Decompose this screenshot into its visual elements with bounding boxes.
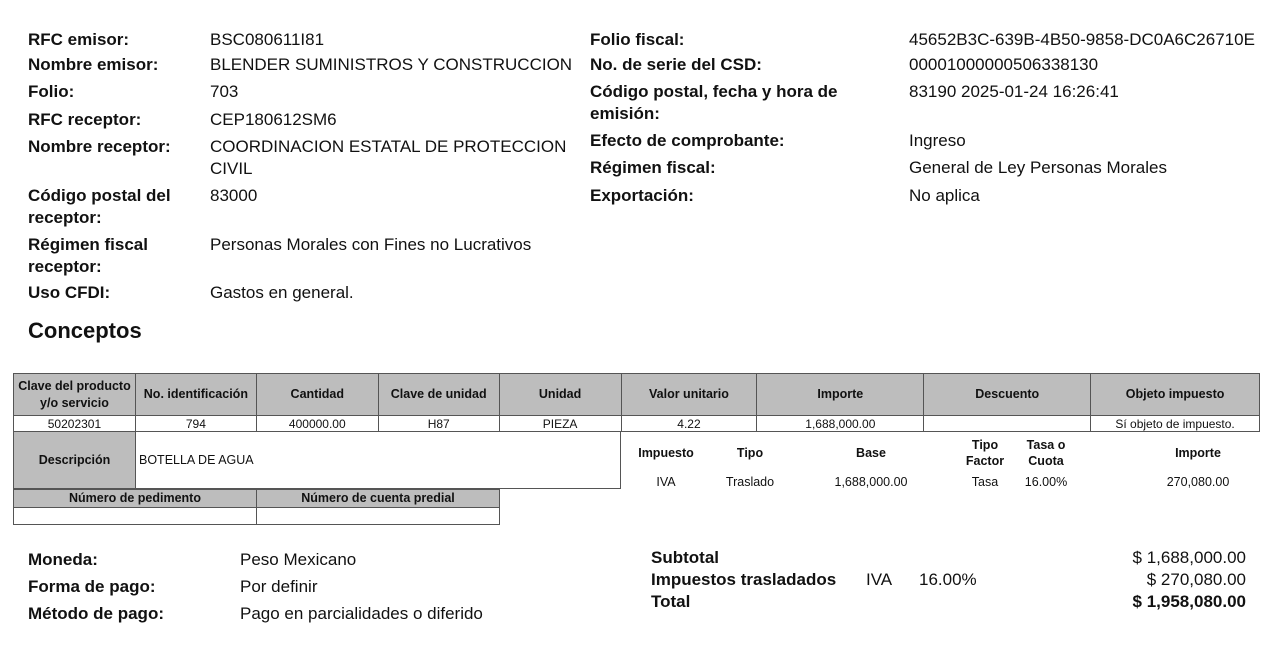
cell-clave-unidad: H87 xyxy=(378,416,499,432)
cell-valor-unitario: 4.22 xyxy=(621,416,757,432)
cp-fecha-label: Código postal, fecha y hora de emisión: xyxy=(590,82,838,123)
descripcion-label: Descripción xyxy=(14,432,136,488)
tax-header-tipo: Tipo xyxy=(736,446,764,460)
impuestos-value: $ 270,080.00 xyxy=(1146,570,1246,589)
tax-base: 1,688,000.00 xyxy=(834,475,908,489)
subtotal-value: $ 1,688,000.00 xyxy=(1132,548,1246,567)
cuenta-predial-cell xyxy=(256,489,500,525)
folio-fiscal-value: 45652B3C-639B-4B50-9858-DC0A6C26710E xyxy=(909,30,1255,49)
tax-header-impuesto: Impuesto xyxy=(638,446,694,460)
pedimento-box xyxy=(13,489,500,525)
total-value: $ 1,958,080.00 xyxy=(1132,592,1246,611)
nombre-emisor-label: Nombre emisor: xyxy=(28,55,159,74)
tax-header-tasa: Tasa o Cuota xyxy=(1026,438,1066,468)
pedimento-value xyxy=(14,508,256,525)
pedimento-label: Número de pedimento xyxy=(14,490,256,508)
tax-header-base: Base xyxy=(856,446,886,460)
conceptos-table xyxy=(13,373,1260,432)
impuestos-label: Impuestos trasladados xyxy=(651,570,837,589)
cell-objeto-impuesto: Sí objeto de impuesto. xyxy=(1091,416,1260,432)
col-cantidad: Cantidad xyxy=(256,374,378,416)
pedimento-cell xyxy=(13,489,257,525)
cell-cantidad: 400000.00 xyxy=(256,416,378,432)
col-descuento: Descuento xyxy=(924,374,1091,416)
moneda-label: Moneda: xyxy=(28,550,98,569)
tax-header-tipo-factor: Tipo Factor xyxy=(965,438,1005,468)
efecto-value: Ingreso xyxy=(909,131,966,150)
folio-fiscal-label: Folio fiscal: xyxy=(590,30,685,49)
cell-clave-producto: 50202301 xyxy=(14,416,136,432)
rfc-emisor-value: BSC080611I81 xyxy=(210,30,325,49)
tax-tasa: 16.00% xyxy=(1024,475,1068,489)
impuestos-tipo: IVA xyxy=(866,570,893,589)
cp-fecha-value: 83190 2025-01-24 16:26:41 xyxy=(909,82,1119,101)
subtotal-label: Subtotal xyxy=(651,548,719,567)
folio-value: 703 xyxy=(210,82,239,101)
conceptos-title: Conceptos xyxy=(28,318,142,343)
nombre-emisor-value: BLENDER SUMINISTROS Y CONSTRUCCION xyxy=(210,55,573,74)
cell-unidad: PIEZA xyxy=(499,416,621,432)
rfc-receptor-label: RFC receptor: xyxy=(28,110,142,129)
metodo-pago-label: Método de pago: xyxy=(28,604,164,623)
table-row xyxy=(14,416,1260,432)
col-objeto-impuesto: Objeto impuesto xyxy=(1091,374,1260,416)
uso-cfdi-value: Gastos en general. xyxy=(210,283,354,302)
col-clave-unidad: Clave de unidad xyxy=(378,374,499,416)
tax-tipo: Traslado xyxy=(725,475,775,489)
regimen-fiscal-label: Régimen fiscal: xyxy=(590,158,716,177)
cell-no-identificacion: 794 xyxy=(135,416,256,432)
regimen-fiscal-value: General de Ley Personas Morales xyxy=(909,158,1167,177)
comprobante-info xyxy=(590,29,1270,219)
folio-label: Folio: xyxy=(28,82,75,101)
cp-receptor-label: Código postal del receptor: xyxy=(28,186,171,227)
nombre-receptor-value: COORDINACION ESTATAL DE PROTECCION CIVIL xyxy=(210,137,567,178)
exportacion-value: No aplica xyxy=(909,186,980,205)
forma-pago-value: Por definir xyxy=(240,577,318,596)
regimen-receptor-label: Régimen fiscal receptor: xyxy=(28,235,148,276)
cuenta-predial-label: Número de cuenta predial xyxy=(257,490,499,508)
tax-importe: 270,080.00 xyxy=(1166,475,1230,489)
tax-impuesto: IVA xyxy=(656,475,676,489)
emisor-info xyxy=(28,29,588,309)
conceptos-header-row xyxy=(14,374,1260,416)
serie-csd-label: No. de serie del CSD: xyxy=(590,55,762,74)
nombre-receptor-label: Nombre receptor: xyxy=(28,137,171,156)
forma-pago-label: Forma de pago: xyxy=(28,577,156,596)
impuestos-tasa: 16.00% xyxy=(919,570,977,589)
regimen-receptor-value: Personas Morales con Fines no Lucrativos xyxy=(210,235,532,254)
cp-receptor-value: 83000 xyxy=(210,186,258,205)
tax-tipo-factor: Tasa xyxy=(971,475,999,489)
efecto-label: Efecto de comprobante: xyxy=(590,131,785,150)
col-no-identificacion: No. identificación xyxy=(135,374,256,416)
col-importe: Importe xyxy=(757,374,924,416)
col-valor-unitario: Valor unitario xyxy=(621,374,757,416)
cuenta-predial-value xyxy=(257,508,499,525)
descripcion-box xyxy=(13,431,621,489)
metodo-pago-value: Pago en parcialidades o diferido xyxy=(240,604,483,623)
total-label: Total xyxy=(651,592,691,611)
descripcion-value: BOTELLA DE AGUA xyxy=(139,453,254,467)
col-unidad: Unidad xyxy=(499,374,621,416)
rfc-emisor-label: RFC emisor: xyxy=(28,30,130,49)
exportacion-label: Exportación: xyxy=(590,186,694,205)
col-clave-producto: Clave del producto y/o servicio xyxy=(14,374,136,416)
moneda-value: Peso Mexicano xyxy=(240,550,357,569)
cell-importe: 1,688,000.00 xyxy=(757,416,924,432)
serie-csd-value: 00001000000506338130 xyxy=(909,55,1099,74)
rfc-receptor-value: CEP180612SM6 xyxy=(210,110,337,129)
uso-cfdi-label: Uso CFDI: xyxy=(28,283,111,302)
cell-descuento xyxy=(924,416,1091,432)
tax-header-importe: Importe xyxy=(1175,446,1221,460)
